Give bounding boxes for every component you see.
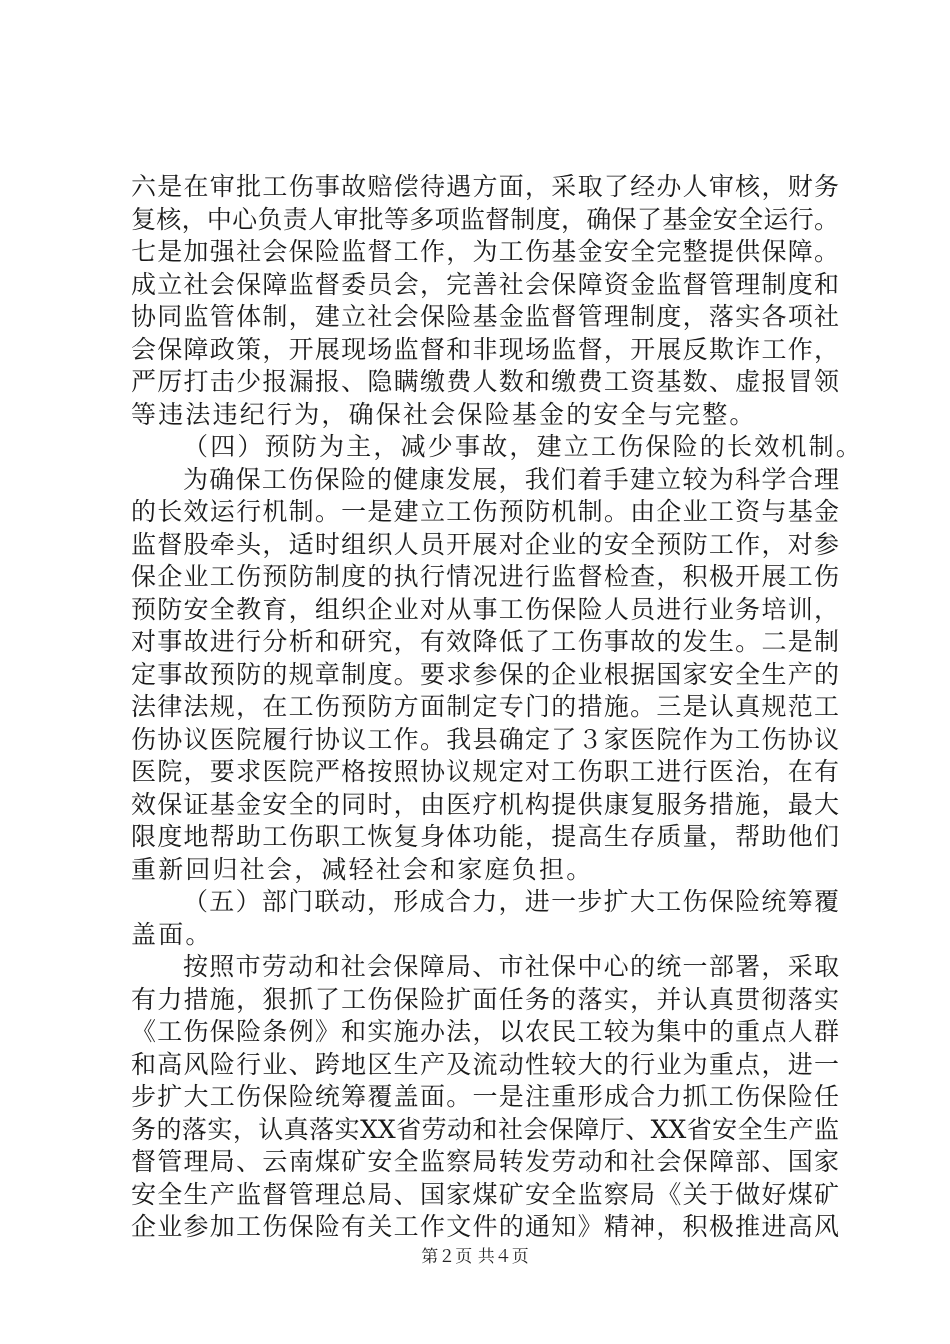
text-line: 安全生产监督管理总局、国家煤矿安全监察局《关于做好煤矿 (131, 1179, 839, 1209)
text-line: 务的落实，认真落实XX省劳动和社会保障厅、XX省安全生产监 (131, 1114, 839, 1144)
text-line: 为确保工伤保险的健康发展，我们着手建立较为科学合理 (183, 464, 839, 494)
text-line: 伤协议医院履行协议工作。我县确定了３家医院作为工伤协议 (131, 724, 839, 754)
text-line: 效保证基金安全的同时，由医疗机构提供康复服务措施，最大 (131, 789, 839, 819)
text-line: 六是在审批工伤事故赔偿待遇方面，采取了经办人审核，财务 (131, 172, 839, 201)
text-line: 复核，中心负责人审批等多项监督制度，确保了基金安全运行。 (131, 204, 839, 234)
text-line: （四）预防为主，减少事故，建立工伤保险的长效机制。 (183, 432, 864, 461)
text-line: 重新回归社会，减轻社会和家庭负担。 (131, 854, 594, 884)
text-line: 定事故预防的规章制度。要求参保的企业根据国家安全生产的 (131, 659, 839, 689)
text-line: 会保障政策，开展现场监督和非现场监督，开展反欺诈工作， (131, 334, 839, 364)
document-body (131, 171, 864, 1244)
text-line: 法律法规，在工伤预防方面制定专门的措施。三是认真规范工 (131, 692, 839, 721)
text-line: 监督股牵头，适时组织人员开展对企业的安全预防工作，对参 (131, 529, 839, 559)
text-line: 七是加强社会保险监督工作，为工伤基金安全完整提供保障。 (131, 237, 839, 266)
text-line: 医院，要求医院严格按照协议规定对工伤职工进行医治，在有 (131, 757, 839, 786)
text-line: 限度地帮助工伤职工恢复身体功能，提高生存质量，帮助他们 (131, 822, 839, 851)
text-line: 有力措施，狠抓了工伤保险扩面任务的落实，并认真贯彻落实 (131, 984, 839, 1014)
text-line: 和高风险行业、跨地区生产及流动性较大的行业为重点，进一 (131, 1049, 839, 1079)
text-line: 等违法违纪行为，确保社会保险基金的安全与完整。 (131, 399, 757, 429)
text-line: 企业参加工伤保险有关工作文件的通知》精神，积极推进高风 (131, 1212, 839, 1241)
text-line: 严厉打击少报漏报、隐瞒缴费人数和缴费工资基数、虚报冒领 (131, 367, 839, 396)
text-line: 协同监管体制，建立社会保险基金监督管理制度，落实各项社 (131, 302, 839, 331)
text-line: 《工伤保险条例》和实施办法，以农民工较为集中的重点人群 (131, 1017, 839, 1046)
text-line: 预防安全教育，组织企业对从事工伤保险人员进行业务培训， (131, 594, 839, 624)
text-line: 成立社会保障监督委员会，完善社会保障资金监督管理制度和 (131, 269, 839, 299)
text-line: 保企业工伤预防制度的执行情况进行监督检查，积极开展工伤 (131, 562, 839, 591)
text-line: 的长效运行机制。一是建立工伤预防机制。由企业工资与基金 (131, 497, 839, 526)
text-line: 盖面。 (131, 919, 213, 949)
text-line: 对事故进行分析和研究，有效降低了工伤事故的发生。二是制 (131, 627, 839, 656)
text-line: 按照市劳动和社会保障局、市社保中心的统一部署，采取 (183, 952, 839, 981)
text-line: 督管理局、云南煤矿安全监察局转发劳动和社会保障部、国家 (131, 1147, 839, 1176)
text-line: 步扩大工伤保险统筹覆盖面。一是注重形成合力抓工伤保险任 (131, 1082, 839, 1111)
page-footer: 第２页 共４页 (421, 1247, 529, 1267)
text-line: （五）部门联动，形成合力，进一步扩大工伤保险统筹覆 (183, 887, 839, 916)
